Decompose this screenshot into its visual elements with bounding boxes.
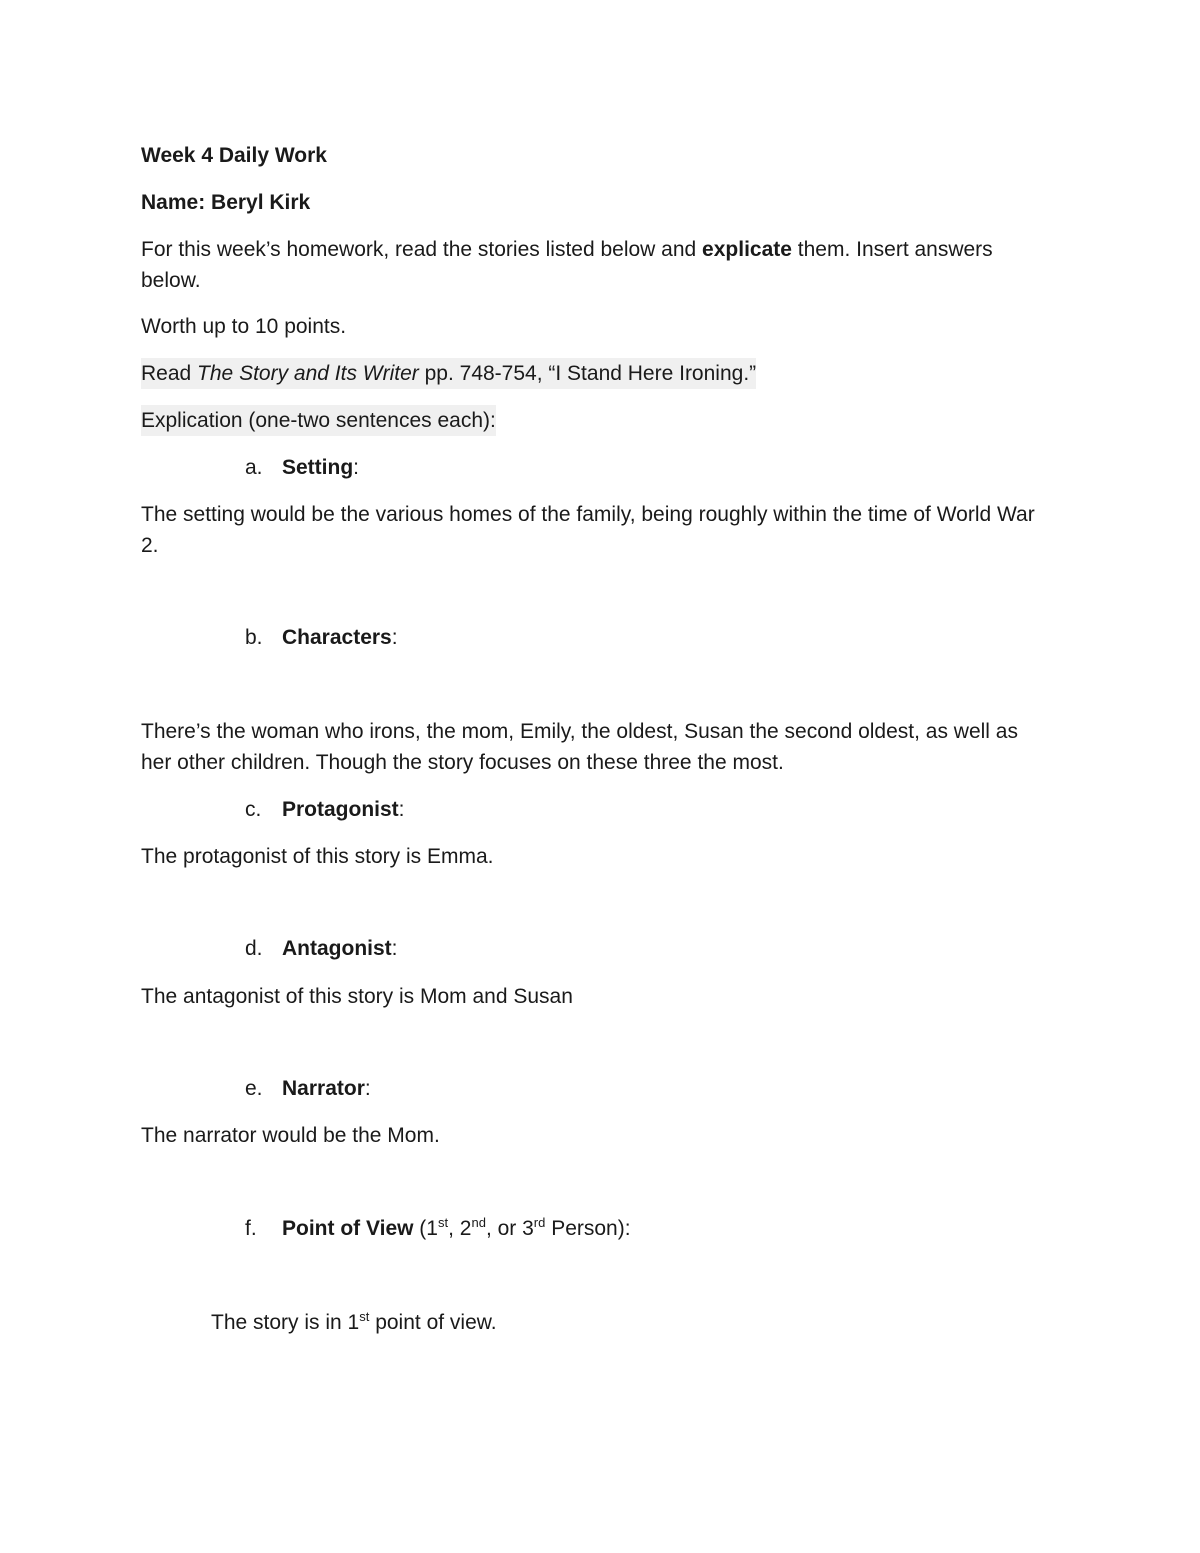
item-colon: : (391, 937, 398, 960)
worth-points: Worth up to 10 points. (141, 315, 347, 338)
pov-close: Person): (545, 1217, 631, 1240)
item-protagonist-heading (245, 794, 405, 825)
reading-prefix: Read (141, 362, 198, 385)
item-label: Characters (282, 626, 392, 649)
pov-sup-3: rd (533, 1215, 546, 1230)
pov-answer-prefix: The story is in 1 (211, 1311, 360, 1334)
explication-header: Explication (one-two sentences each): (141, 405, 496, 436)
item-setting-heading (245, 452, 359, 483)
pov-sup-2: nd (471, 1215, 486, 1230)
instructions-text-2: them. Insert answers below. (141, 238, 993, 292)
item-antagonist-answer: The antagonist of this story is Mom and Susan (141, 985, 573, 1008)
document-title: Week 4 Daily Work (141, 144, 327, 167)
pov-sup-1: st (437, 1215, 449, 1230)
item-label: Point of View (282, 1217, 414, 1240)
item-colon: : (364, 1077, 371, 1100)
item-marker: a. (245, 456, 263, 479)
item-marker: e. (245, 1077, 263, 1100)
item-characters-heading (245, 622, 398, 653)
item-label: Narrator (282, 1077, 365, 1100)
item-antagonist-heading (245, 933, 398, 964)
item-narrator-answer: The narrator would be the Mom. (141, 1124, 440, 1147)
item-label: Antagonist (282, 937, 392, 960)
item-colon: : (391, 626, 398, 649)
item-marker: c. (245, 798, 262, 821)
book-title: The Story and Its Writer (197, 362, 419, 385)
reading-suffix: pp. 748-754, “I Stand Here Ironing.” (418, 362, 757, 385)
item-marker: f. (245, 1217, 257, 1240)
instructions-bold-word: explicate (702, 238, 792, 261)
item-marker: d. (245, 937, 263, 960)
pov-answer-sup: st (359, 1309, 370, 1324)
student-name: Name: Beryl Kirk (141, 191, 311, 214)
pov-mid-1: , 2 (448, 1217, 472, 1240)
item-colon: : (398, 798, 405, 821)
item-label: Protagonist (282, 798, 399, 821)
item-colon: : (353, 456, 360, 479)
reading-assignment (141, 358, 756, 389)
item-protagonist-answer: The protagonist of this story is Emma. (141, 845, 494, 868)
item-point-of-view-answer (211, 1307, 497, 1338)
item-point-of-view-heading (245, 1213, 631, 1244)
item-label: Setting (282, 456, 354, 479)
item-characters-answer: There’s the woman who irons, the mom, Emily, the oldest, Susan the second oldest, as well as her other children. Though the story focuses on these three the most. (141, 720, 1018, 774)
item-marker: b. (245, 626, 263, 649)
pov-open: (1 (413, 1217, 438, 1240)
item-narrator-heading (245, 1073, 371, 1104)
instructions-text-1: For this week’s homework, read the stories listed below and (141, 238, 703, 261)
item-setting-answer: The setting would be the various homes of the family, being roughly within the time of World War 2. (141, 503, 1035, 557)
instructions-paragraph (141, 234, 1051, 296)
pov-answer-suffix: point of view. (369, 1311, 497, 1334)
pov-mid-2: , or 3 (485, 1217, 534, 1240)
